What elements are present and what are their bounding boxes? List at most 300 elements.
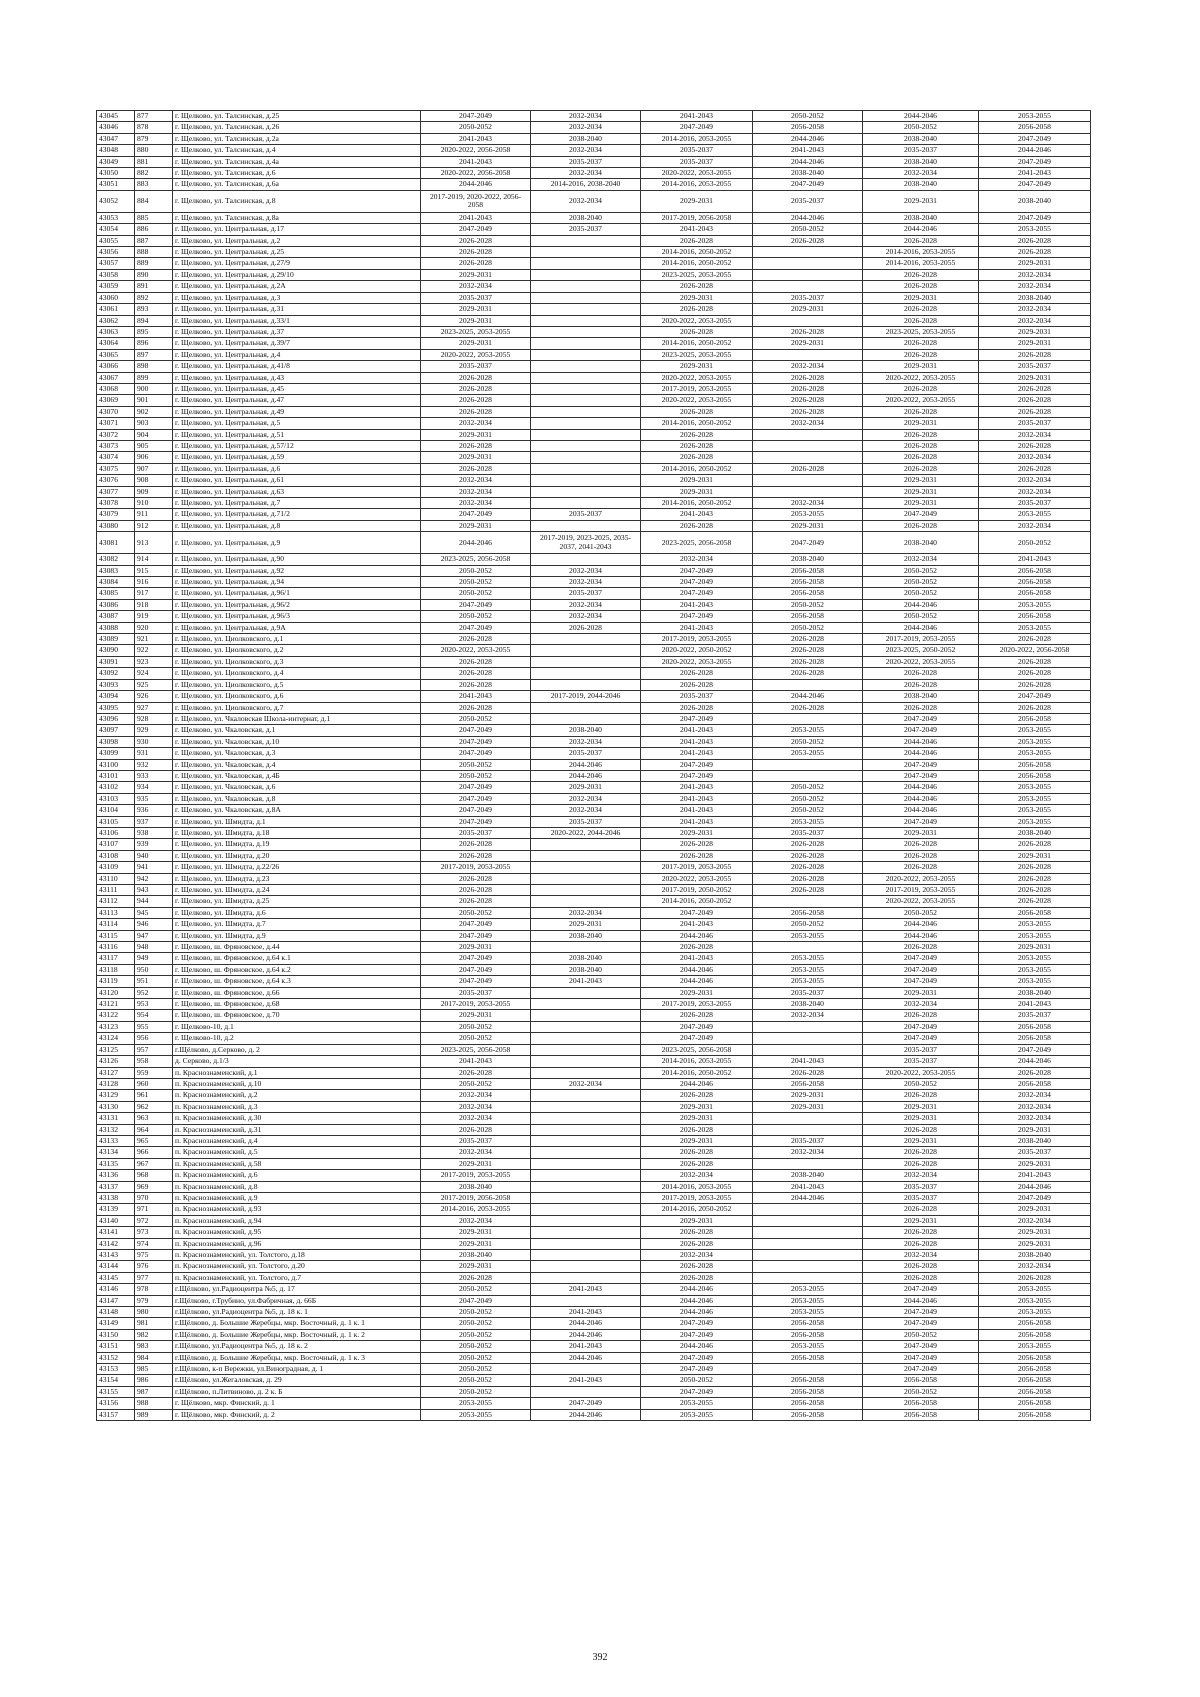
period-cell-2: 2035-2037 bbox=[531, 509, 641, 520]
table-row bbox=[97, 532, 1091, 554]
period-cell-3: 2014-2016, 2050-2052 bbox=[641, 1204, 753, 1215]
period-cell-5: 2035-2037 bbox=[863, 1056, 979, 1067]
table-row bbox=[97, 179, 1091, 190]
period-cell-1: 2026-2028 bbox=[421, 702, 531, 713]
table-row bbox=[97, 1341, 1091, 1352]
table-row bbox=[97, 1147, 1091, 1158]
period-cell-1: 2035-2037 bbox=[421, 987, 531, 998]
period-cell-4: 2053-2055 bbox=[753, 748, 863, 759]
period-cell-5: 2044-2046 bbox=[863, 793, 979, 804]
row-number-cell: 979 bbox=[135, 1295, 173, 1306]
address-cell: г. Щелково, ул. Центральная, д.9 bbox=[173, 532, 421, 554]
address-cell: г. Щелково, ул. Шмидта, д.18 bbox=[173, 827, 421, 838]
period-cell-1: 2026-2028 bbox=[421, 463, 531, 474]
address-cell: г. Щелково, ул. Талсинская, д.8а bbox=[173, 212, 421, 223]
row-number-cell: 953 bbox=[135, 999, 173, 1010]
row-number-cell: 880 bbox=[135, 145, 173, 156]
period-cell-4 bbox=[753, 475, 863, 486]
period-cell-4 bbox=[753, 349, 863, 360]
period-cell-3: 2026-2028 bbox=[641, 1124, 753, 1135]
period-cell-5: 2047-2049 bbox=[863, 1352, 979, 1363]
period-cell-2 bbox=[531, 429, 641, 440]
address-cell: г. Щелково, ул. Центральная, д.90 bbox=[173, 554, 421, 565]
period-cell-5: 2029-2031 bbox=[863, 1215, 979, 1226]
period-cell-2: 2020-2022, 2044-2046 bbox=[531, 827, 641, 838]
row-number-cell: 912 bbox=[135, 520, 173, 531]
period-cell-3: 2014-2016, 2050-2052 bbox=[641, 463, 753, 474]
row-number-cell: 911 bbox=[135, 509, 173, 520]
row-number-cell: 926 bbox=[135, 691, 173, 702]
period-cell-2 bbox=[531, 1044, 641, 1055]
address-cell: г. Щелково, ш. Фряновское, д.64 к.2 bbox=[173, 964, 421, 975]
period-cell-3: 2044-2046 bbox=[641, 964, 753, 975]
period-cell-1: 2017-2019, 2053-2055 bbox=[421, 1170, 531, 1181]
period-cell-6: 2056-2058 bbox=[979, 1398, 1091, 1409]
row-id-cell: 43063 bbox=[97, 326, 135, 337]
period-cell-5: 2044-2046 bbox=[863, 930, 979, 941]
period-cell-5: 2026-2028 bbox=[863, 1010, 979, 1021]
period-cell-1: 2047-2049 bbox=[421, 748, 531, 759]
address-cell: г. Щелково, ул. Центральная, д.2А bbox=[173, 281, 421, 292]
row-id-cell: 43098 bbox=[97, 736, 135, 747]
row-number-cell: 987 bbox=[135, 1386, 173, 1397]
period-cell-1: 2026-2028 bbox=[421, 1067, 531, 1078]
period-cell-1: 2023-2025, 2056-2058 bbox=[421, 1044, 531, 1055]
row-id-cell: 43049 bbox=[97, 156, 135, 167]
period-cell-3: 2026-2028 bbox=[641, 1010, 753, 1021]
period-cell-2: 2032-2034 bbox=[531, 190, 641, 212]
row-id-cell: 43124 bbox=[97, 1033, 135, 1044]
period-cell-1: 2038-2040 bbox=[421, 1181, 531, 1192]
row-number-cell: 924 bbox=[135, 668, 173, 679]
row-number-cell: 893 bbox=[135, 304, 173, 315]
address-cell: г. Щелково, ул. Шмидта, д.9 bbox=[173, 930, 421, 941]
period-cell-1: 2050-2052 bbox=[421, 577, 531, 588]
row-id-cell: 43122 bbox=[97, 1010, 135, 1021]
period-cell-3: 2026-2028 bbox=[641, 702, 753, 713]
row-number-cell: 890 bbox=[135, 269, 173, 280]
period-cell-6: 2056-2058 bbox=[979, 1329, 1091, 1340]
address-cell: г. Щёлково, мкр. Финский, д. 2 bbox=[173, 1409, 421, 1420]
row-number-cell: 917 bbox=[135, 588, 173, 599]
period-cell-4: 2041-2043 bbox=[753, 1181, 863, 1192]
row-number-cell: 883 bbox=[135, 179, 173, 190]
period-cell-1: 2041-2043 bbox=[421, 691, 531, 702]
period-cell-2 bbox=[531, 1204, 641, 1215]
table-row bbox=[97, 1113, 1091, 1124]
period-cell-6: 2032-2034 bbox=[979, 315, 1091, 326]
period-cell-6: 2038-2040 bbox=[979, 1135, 1091, 1146]
period-cell-1: 2017-2019, 2053-2055 bbox=[421, 862, 531, 873]
period-cell-6: 2029-2031 bbox=[979, 1238, 1091, 1249]
period-cell-4 bbox=[753, 896, 863, 907]
period-cell-6: 2029-2031 bbox=[979, 326, 1091, 337]
address-cell: п. Краснознаменский, д.9 bbox=[173, 1192, 421, 1203]
table-row bbox=[97, 622, 1091, 633]
table-row bbox=[97, 520, 1091, 531]
period-cell-6: 2026-2028 bbox=[979, 247, 1091, 258]
address-cell: п. Краснознаменский, д.4 bbox=[173, 1135, 421, 1146]
row-id-cell: 43130 bbox=[97, 1101, 135, 1112]
period-cell-1: 2029-2031 bbox=[421, 1010, 531, 1021]
address-cell: г. Щелково, ул. Циолковского, д.6 bbox=[173, 691, 421, 702]
row-number-cell: 972 bbox=[135, 1215, 173, 1226]
period-cell-2 bbox=[531, 258, 641, 269]
period-cell-1: 2041-2043 bbox=[421, 156, 531, 167]
period-cell-2: 2029-2031 bbox=[531, 782, 641, 793]
address-cell: г. Щелково, ул. Талсинская, д.25 bbox=[173, 111, 421, 122]
period-cell-3: 2026-2028 bbox=[641, 1227, 753, 1238]
row-id-cell: 43065 bbox=[97, 349, 135, 360]
period-cell-6: 2032-2034 bbox=[979, 1101, 1091, 1112]
period-cell-2: 2032-2034 bbox=[531, 805, 641, 816]
row-id-cell: 43097 bbox=[97, 725, 135, 736]
period-cell-3: 2047-2049 bbox=[641, 1386, 753, 1397]
table-row bbox=[97, 896, 1091, 907]
period-cell-3: 2047-2049 bbox=[641, 907, 753, 918]
period-cell-6: 2056-2058 bbox=[979, 713, 1091, 724]
period-cell-3: 2047-2049 bbox=[641, 759, 753, 770]
period-cell-6: 2026-2028 bbox=[979, 702, 1091, 713]
period-cell-2 bbox=[531, 554, 641, 565]
period-cell-1: 2050-2052 bbox=[421, 1364, 531, 1375]
address-cell: п. Краснознаменский, д.2 bbox=[173, 1090, 421, 1101]
period-cell-5: 2056-2058 bbox=[863, 1375, 979, 1386]
address-cell: п. Краснознаменский, ул. Толстого, д.18 bbox=[173, 1250, 421, 1261]
period-cell-2 bbox=[531, 361, 641, 372]
period-cell-3: 2041-2043 bbox=[641, 111, 753, 122]
period-cell-3: 2026-2028 bbox=[641, 406, 753, 417]
period-cell-1: 2044-2046 bbox=[421, 179, 531, 190]
row-id-cell: 43117 bbox=[97, 953, 135, 964]
address-cell: г. Щелково, ш. Фряновское, д.44 bbox=[173, 942, 421, 953]
row-number-cell: 904 bbox=[135, 429, 173, 440]
row-id-cell: 43068 bbox=[97, 383, 135, 394]
period-cell-5: 2026-2028 bbox=[863, 702, 979, 713]
row-number-cell: 925 bbox=[135, 679, 173, 690]
period-cell-1: 2029-2031 bbox=[421, 269, 531, 280]
period-cell-3: 2047-2049 bbox=[641, 122, 753, 133]
address-cell: п. Краснознаменский, д.93 bbox=[173, 1204, 421, 1215]
period-cell-3: 2026-2028 bbox=[641, 520, 753, 531]
period-cell-2 bbox=[531, 475, 641, 486]
period-cell-4 bbox=[753, 1364, 863, 1375]
period-cell-3: 2026-2028 bbox=[641, 440, 753, 451]
period-cell-6: 2041-2043 bbox=[979, 168, 1091, 179]
period-cell-3: 2026-2028 bbox=[641, 850, 753, 861]
row-id-cell: 43113 bbox=[97, 907, 135, 918]
period-cell-5: 2056-2058 bbox=[863, 1398, 979, 1409]
row-id-cell: 43102 bbox=[97, 782, 135, 793]
row-id-cell: 43157 bbox=[97, 1409, 135, 1420]
address-cell: г. Щелково, ш. Фряновское, д.64 к.1 bbox=[173, 953, 421, 964]
period-cell-5: 2047-2049 bbox=[863, 725, 979, 736]
row-id-cell: 43134 bbox=[97, 1147, 135, 1158]
address-cell: г.Щёлково, д. Большие Жеребцы, мкр. Восточный, д. 1 к. 3 bbox=[173, 1352, 421, 1363]
period-cell-5: 2050-2052 bbox=[863, 588, 979, 599]
address-cell: г. Щелково, ул. Центральная, д.57/12 bbox=[173, 440, 421, 451]
period-cell-1: 2050-2052 bbox=[421, 611, 531, 622]
table-row bbox=[97, 1398, 1091, 1409]
row-number-cell: 899 bbox=[135, 372, 173, 383]
row-id-cell: 43137 bbox=[97, 1181, 135, 1192]
period-cell-1: 2029-2031 bbox=[421, 942, 531, 953]
period-cell-4: 2038-2040 bbox=[753, 554, 863, 565]
row-id-cell: 43139 bbox=[97, 1204, 135, 1215]
row-id-cell: 43072 bbox=[97, 429, 135, 440]
period-cell-3: 2029-2031 bbox=[641, 190, 753, 212]
period-cell-1: 2032-2034 bbox=[421, 1090, 531, 1101]
table-row bbox=[97, 190, 1091, 212]
row-id-cell: 43110 bbox=[97, 873, 135, 884]
period-cell-4 bbox=[753, 1113, 863, 1124]
table-row bbox=[97, 805, 1091, 816]
row-number-cell: 909 bbox=[135, 486, 173, 497]
row-number-cell: 935 bbox=[135, 793, 173, 804]
table-row bbox=[97, 1033, 1091, 1044]
row-id-cell: 43120 bbox=[97, 987, 135, 998]
address-cell: г. Щелково, ул. Шмидта, д.20 bbox=[173, 850, 421, 861]
period-cell-1: 2032-2034 bbox=[421, 281, 531, 292]
period-cell-4 bbox=[753, 1250, 863, 1261]
address-cell: г. Щелково, ул. Центральная, д.4 bbox=[173, 349, 421, 360]
period-cell-2: 2035-2037 bbox=[531, 224, 641, 235]
period-cell-5: 2050-2052 bbox=[863, 907, 979, 918]
period-cell-5: 2044-2046 bbox=[863, 111, 979, 122]
row-id-cell: 43087 bbox=[97, 611, 135, 622]
table-row bbox=[97, 269, 1091, 280]
address-cell: г. Щелково, ул. Центральная, д.8 bbox=[173, 520, 421, 531]
address-cell: г. Щелково, ул. Центральная, д.51 bbox=[173, 429, 421, 440]
period-cell-5: 2047-2049 bbox=[863, 770, 979, 781]
period-cell-4: 2029-2031 bbox=[753, 304, 863, 315]
period-cell-3: 2035-2037 bbox=[641, 691, 753, 702]
period-cell-2: 2032-2034 bbox=[531, 577, 641, 588]
row-id-cell: 43126 bbox=[97, 1056, 135, 1067]
period-cell-2: 2044-2046 bbox=[531, 1329, 641, 1340]
row-number-cell: 937 bbox=[135, 816, 173, 827]
period-cell-3: 2026-2028 bbox=[641, 1272, 753, 1283]
row-number-cell: 878 bbox=[135, 122, 173, 133]
period-cell-2: 2038-2040 bbox=[531, 133, 641, 144]
table-row bbox=[97, 839, 1091, 850]
row-number-cell: 973 bbox=[135, 1227, 173, 1238]
period-cell-3: 2047-2049 bbox=[641, 1329, 753, 1340]
period-cell-3: 2047-2049 bbox=[641, 1021, 753, 1032]
table-row bbox=[97, 338, 1091, 349]
period-cell-2: 2041-2043 bbox=[531, 1284, 641, 1295]
period-cell-6: 2056-2058 bbox=[979, 770, 1091, 781]
period-cell-4: 2026-2028 bbox=[753, 885, 863, 896]
row-id-cell: 43088 bbox=[97, 622, 135, 633]
period-cell-5: 2029-2031 bbox=[863, 1113, 979, 1124]
row-id-cell: 43048 bbox=[97, 145, 135, 156]
period-cell-4: 2026-2028 bbox=[753, 395, 863, 406]
period-cell-3: 2047-2049 bbox=[641, 577, 753, 588]
period-cell-1: 2047-2049 bbox=[421, 736, 531, 747]
row-number-cell: 955 bbox=[135, 1021, 173, 1032]
period-cell-4: 2053-2055 bbox=[753, 964, 863, 975]
table-row bbox=[97, 565, 1091, 576]
period-cell-4: 2026-2028 bbox=[753, 850, 863, 861]
table-row bbox=[97, 418, 1091, 429]
period-cell-2: 2032-2034 bbox=[531, 111, 641, 122]
period-cell-2 bbox=[531, 679, 641, 690]
period-cell-2 bbox=[531, 885, 641, 896]
register-table-container bbox=[96, 110, 1090, 1421]
period-cell-6: 2032-2034 bbox=[979, 281, 1091, 292]
table-row bbox=[97, 1409, 1091, 1420]
period-cell-2 bbox=[531, 304, 641, 315]
period-cell-1: 2026-2028 bbox=[421, 668, 531, 679]
table-row bbox=[97, 919, 1091, 930]
row-id-cell: 43125 bbox=[97, 1044, 135, 1055]
address-cell: г. Щелково, ул. Циолковского, д.3 bbox=[173, 656, 421, 667]
row-id-cell: 43151 bbox=[97, 1341, 135, 1352]
period-cell-6: 2026-2028 bbox=[979, 406, 1091, 417]
period-cell-3: 2017-2019, 2053-2055 bbox=[641, 634, 753, 645]
period-cell-3: 2029-2031 bbox=[641, 987, 753, 998]
period-cell-2 bbox=[531, 1261, 641, 1272]
period-cell-4 bbox=[753, 679, 863, 690]
period-cell-6: 2053-2055 bbox=[979, 1295, 1091, 1306]
period-cell-1: 2032-2034 bbox=[421, 475, 531, 486]
address-cell: г. Щелково, ул. Центральная, д.61 bbox=[173, 475, 421, 486]
table-row bbox=[97, 702, 1091, 713]
period-cell-5: 2047-2049 bbox=[863, 976, 979, 987]
period-cell-3: 2044-2046 bbox=[641, 976, 753, 987]
row-id-cell: 43143 bbox=[97, 1250, 135, 1261]
period-cell-5: 2026-2028 bbox=[863, 1147, 979, 1158]
period-cell-1: 2029-2031 bbox=[421, 1227, 531, 1238]
period-cell-6: 2029-2031 bbox=[979, 372, 1091, 383]
table-row bbox=[97, 509, 1091, 520]
row-id-cell: 43107 bbox=[97, 839, 135, 850]
period-cell-3: 2017-2019, 2056-2058 bbox=[641, 212, 753, 223]
period-cell-4: 2026-2028 bbox=[753, 839, 863, 850]
table-row bbox=[97, 1364, 1091, 1375]
period-cell-3: 2047-2049 bbox=[641, 1318, 753, 1329]
table-row bbox=[97, 599, 1091, 610]
address-cell: г. Щелково, ул. Центральная, д.37 bbox=[173, 326, 421, 337]
table-row bbox=[97, 679, 1091, 690]
period-cell-6: 2053-2055 bbox=[979, 930, 1091, 941]
period-cell-6: 2032-2034 bbox=[979, 1090, 1091, 1101]
period-cell-4: 2050-2052 bbox=[753, 224, 863, 235]
table-row bbox=[97, 953, 1091, 964]
period-cell-1: 2050-2052 bbox=[421, 1318, 531, 1329]
period-cell-6: 2053-2055 bbox=[979, 736, 1091, 747]
period-cell-2: 2032-2034 bbox=[531, 145, 641, 156]
row-id-cell: 43145 bbox=[97, 1272, 135, 1283]
period-cell-2 bbox=[531, 440, 641, 451]
period-cell-2: 2038-2040 bbox=[531, 930, 641, 941]
period-cell-2: 2032-2034 bbox=[531, 1078, 641, 1089]
period-cell-4: 2029-2031 bbox=[753, 338, 863, 349]
period-cell-6: 2026-2028 bbox=[979, 873, 1091, 884]
period-cell-6: 2026-2028 bbox=[979, 1067, 1091, 1078]
period-cell-1: 2029-2031 bbox=[421, 338, 531, 349]
table-row bbox=[97, 247, 1091, 258]
period-cell-2 bbox=[531, 873, 641, 884]
table-row bbox=[97, 122, 1091, 133]
row-id-cell: 43080 bbox=[97, 520, 135, 531]
row-id-cell: 43074 bbox=[97, 452, 135, 463]
period-cell-1: 2038-2040 bbox=[421, 1250, 531, 1261]
table-row bbox=[97, 1272, 1091, 1283]
row-id-cell: 43070 bbox=[97, 406, 135, 417]
period-cell-5: 2017-2019, 2053-2055 bbox=[863, 885, 979, 896]
period-cell-2 bbox=[531, 987, 641, 998]
address-cell: г. Щелково, ш. Фряновское, д.64 к.3 bbox=[173, 976, 421, 987]
period-cell-6: 2041-2043 bbox=[979, 1170, 1091, 1181]
table-row bbox=[97, 1352, 1091, 1363]
period-cell-5: 2032-2034 bbox=[863, 554, 979, 565]
period-cell-2 bbox=[531, 1124, 641, 1135]
address-cell: г. Щелково, ул. Чкаловская, д.4Б bbox=[173, 770, 421, 781]
period-cell-4: 2053-2055 bbox=[753, 816, 863, 827]
period-cell-2 bbox=[531, 1295, 641, 1306]
row-id-cell: 43086 bbox=[97, 599, 135, 610]
table-row bbox=[97, 1227, 1091, 1238]
period-cell-4: 2026-2028 bbox=[753, 634, 863, 645]
address-cell: г. Щелково-10, д.1 bbox=[173, 1021, 421, 1032]
address-cell: п. Краснознаменский, д.8 bbox=[173, 1181, 421, 1192]
period-cell-1: 2035-2037 bbox=[421, 361, 531, 372]
period-cell-6: 2032-2034 bbox=[979, 486, 1091, 497]
period-cell-6: 2032-2034 bbox=[979, 1113, 1091, 1124]
table-row bbox=[97, 964, 1091, 975]
address-cell: г. Щелково, ул. Талсинская, д.4 bbox=[173, 145, 421, 156]
period-cell-1: 2050-2052 bbox=[421, 565, 531, 576]
period-cell-5: 2014-2016, 2053-2055 bbox=[863, 258, 979, 269]
period-cell-6: 2053-2055 bbox=[979, 805, 1091, 816]
period-cell-1: 2026-2028 bbox=[421, 258, 531, 269]
period-cell-1: 2050-2052 bbox=[421, 1352, 531, 1363]
period-cell-2 bbox=[531, 395, 641, 406]
period-cell-6: 2056-2058 bbox=[979, 577, 1091, 588]
period-cell-4: 2038-2040 bbox=[753, 999, 863, 1010]
period-cell-4: 2056-2058 bbox=[753, 1352, 863, 1363]
table-row bbox=[97, 736, 1091, 747]
period-cell-5: 2020-2022, 2053-2055 bbox=[863, 656, 979, 667]
period-cell-6: 2026-2028 bbox=[979, 896, 1091, 907]
period-cell-3: 2017-2019, 2053-2055 bbox=[641, 999, 753, 1010]
row-id-cell: 43050 bbox=[97, 168, 135, 179]
row-id-cell: 43082 bbox=[97, 554, 135, 565]
period-cell-5: 2020-2022, 2053-2055 bbox=[863, 873, 979, 884]
period-cell-4: 2053-2055 bbox=[753, 953, 863, 964]
period-cell-2 bbox=[531, 326, 641, 337]
period-cell-6: 2035-2037 bbox=[979, 1147, 1091, 1158]
period-cell-4: 2044-2046 bbox=[753, 691, 863, 702]
period-cell-1: 2050-2052 bbox=[421, 1375, 531, 1386]
address-cell: г. Щёлково, мкр. Финский, д. 1 bbox=[173, 1398, 421, 1409]
row-number-cell: 980 bbox=[135, 1307, 173, 1318]
period-cell-2: 2014-2016, 2038-2040 bbox=[531, 179, 641, 190]
table-row bbox=[97, 850, 1091, 861]
period-cell-4: 2035-2037 bbox=[753, 1135, 863, 1146]
table-row bbox=[97, 577, 1091, 588]
address-cell: г. Щелково, ул. Чкаловская Школа-интернат, д.1 bbox=[173, 713, 421, 724]
table-row bbox=[97, 930, 1091, 941]
row-id-cell: 43109 bbox=[97, 862, 135, 873]
period-cell-2 bbox=[531, 1364, 641, 1375]
period-cell-2 bbox=[531, 1386, 641, 1397]
period-cell-2 bbox=[531, 452, 641, 463]
address-cell: г. Щелково, ул. Центральная, д.59 bbox=[173, 452, 421, 463]
table-row bbox=[97, 1204, 1091, 1215]
